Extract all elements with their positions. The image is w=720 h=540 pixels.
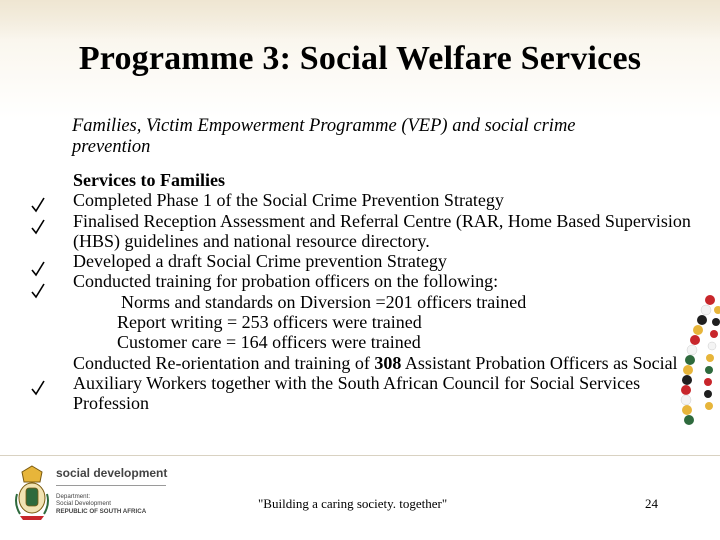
page-number: 24: [645, 496, 658, 511]
checkmark-icon: [30, 218, 46, 236]
bullet-item: Completed Phase 1 of the Social Crime Prevention Strategy: [73, 190, 504, 211]
training-item: Customer care = 164 officers were trained: [117, 332, 421, 353]
highlight-number: 308: [374, 352, 402, 373]
checkmark-icon: [30, 196, 46, 214]
slide-subtitle: Families, Victim Empowerment Programme (VEP) and social crime prevention: [72, 116, 576, 157]
dept-line: Department:: [56, 493, 91, 500]
section-heading: Services to Families: [73, 170, 225, 190]
training-item: Report writing = 253 officers were trained: [117, 312, 422, 333]
bullet-text: Assistant Probation Officers as Social Auxiliary Workers together with the South African Council for Social Services Profession: [73, 352, 678, 414]
slide-title: Programme 3: Social Welfare Services: [78, 40, 642, 77]
bullet-item: Developed a draft Social Crime prevention Strategy: [73, 251, 447, 272]
department-lines: [56, 493, 176, 515]
logo-divider: [56, 485, 166, 486]
top-texture-band: [0, 0, 720, 40]
slide-body: [73, 170, 713, 414]
checkmark-icon: [30, 260, 46, 278]
footer-divider: [0, 455, 720, 456]
footer-slogan: "Building a caring society. together": [258, 496, 448, 511]
logo-wordmark: social development: [56, 466, 168, 480]
bullet-item: Conducted training for probation officers on the following:: [73, 271, 499, 292]
dept-line: REPUBLIC OF SOUTH AFRICA: [56, 507, 147, 515]
coat-of-arms-icon: [14, 464, 50, 522]
dept-line: Social Development: [56, 500, 112, 508]
bullet-item: [73, 353, 713, 414]
training-item: Norms and standards on Diversion =201 officers trained: [121, 291, 527, 312]
checkmark-icon: [30, 379, 46, 397]
checkmark-icon: [30, 282, 46, 300]
bullet-text: Conducted Re-orientation and training of: [73, 352, 375, 373]
department-logo: [14, 464, 174, 524]
bullet-item: Finalised Reception Assessment and Referral Centre (RAR, Home Based Supervision (HBS) guidelines and national resource directory.: [73, 210, 691, 251]
